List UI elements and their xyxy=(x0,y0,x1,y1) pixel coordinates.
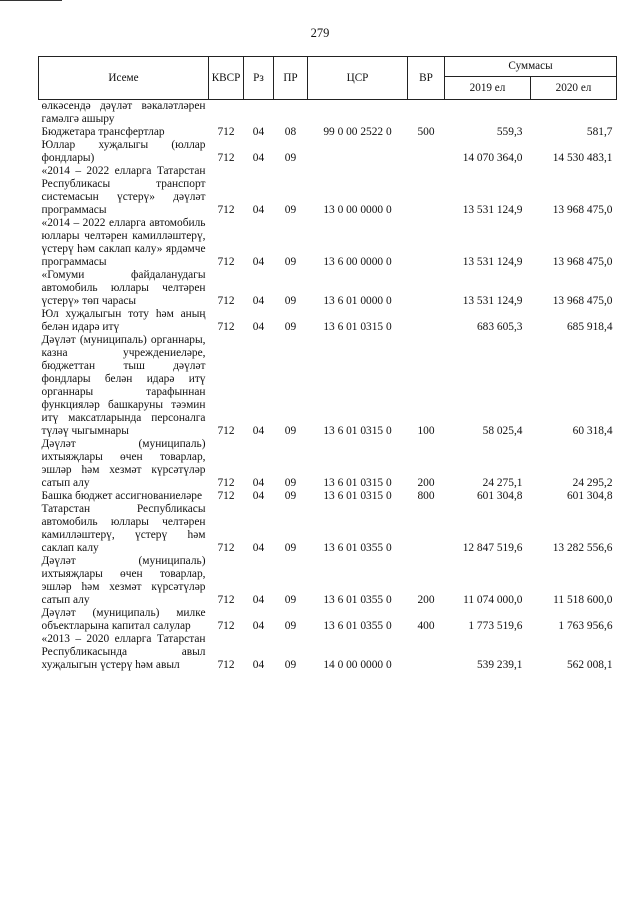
row-pr: 09 xyxy=(284,256,297,268)
row-rz: 04 xyxy=(252,490,265,502)
row-vr xyxy=(408,503,445,555)
row-name: «2014 – 2022 елларга Татарстан Республикасы транспорт системасын үстерү» дәүләт программасы xyxy=(41,165,206,216)
row-rz: 04 xyxy=(252,425,265,437)
row-csr: 13 6 01 0315 0 xyxy=(323,477,392,489)
row-name: Бюджетара трансфертлар xyxy=(41,126,165,138)
row-sum-2020: 24 295,2 xyxy=(572,477,613,489)
row-csr: 13 6 01 0315 0 xyxy=(323,321,392,333)
row-vr: 800 xyxy=(417,490,435,502)
header-year-2019: 2019 ел xyxy=(445,77,531,100)
row-pr: 09 xyxy=(284,594,297,606)
row-pr: 09 xyxy=(284,477,297,489)
page-number: 279 xyxy=(310,26,330,40)
row-vr xyxy=(408,100,445,127)
row-csr: 13 6 01 0315 0 xyxy=(323,425,392,437)
row-sum-2020: 601 304,8 xyxy=(566,490,613,502)
row-sum-2019: 12 847 519,6 xyxy=(462,542,523,554)
table-row xyxy=(39,555,617,607)
row-sum-2020: 14 530 483,1 xyxy=(552,152,613,164)
row-sum-2019: 14 070 364,0 xyxy=(462,152,523,164)
table-row xyxy=(39,438,617,490)
header-kvsr: КВСР xyxy=(209,57,244,100)
row-rz: 04 xyxy=(252,477,265,489)
row-sum-2019: 559,3 xyxy=(496,126,523,138)
row-sum-2019 xyxy=(445,100,531,127)
row-vr: 200 xyxy=(417,477,435,489)
row-csr: 13 6 01 0355 0 xyxy=(323,542,392,554)
row-name: Юллар хуҗалыгы (юллар фондлары) xyxy=(41,139,206,164)
row-pr: 09 xyxy=(284,152,297,164)
row-vr xyxy=(408,269,445,308)
row-rz: 04 xyxy=(252,204,265,216)
header-vr: ВР xyxy=(408,57,445,100)
row-vr: 100 xyxy=(417,425,435,437)
row-sum-2020: 13 968 475,0 xyxy=(552,295,613,307)
row-vr: 500 xyxy=(417,126,435,138)
row-name: Дәүләт (муниципаль) органнары, казна учреждениеләре, бюджеттан тыш дәүләт фондлары белән идарә итү органнары тарафыннан функцияләр башкаруны тәэмин итү максатларында персоналга түләү чыгымнары xyxy=(41,334,206,437)
table-row xyxy=(39,490,617,503)
row-pr: 09 xyxy=(284,425,297,437)
row-name: «2014 – 2022 елларга автомобиль юллары челтәрен камилләштерү, үстерү һәм саклап калу» ярдәмче программасы xyxy=(41,217,206,268)
row-pr: 09 xyxy=(284,542,297,554)
row-vr xyxy=(408,308,445,334)
row-rz: 04 xyxy=(252,295,265,307)
row-kvsr: 712 xyxy=(217,490,235,502)
table-row xyxy=(39,165,617,217)
table-row xyxy=(39,269,617,308)
row-pr: 09 xyxy=(284,659,297,671)
row-csr xyxy=(308,100,408,127)
row-vr: 200 xyxy=(417,594,435,606)
row-csr: 13 6 01 0355 0 xyxy=(323,594,392,606)
row-csr: 13 6 01 0355 0 xyxy=(323,620,392,632)
row-rz: 04 xyxy=(252,321,265,333)
row-kvsr: 712 xyxy=(217,425,235,437)
row-name: Дәүләт (муниципаль) ихтыяҗлары өчен товарлар, эшләр һәм хезмәт күрсәтүләр сатып алу xyxy=(41,555,206,606)
row-vr xyxy=(408,139,445,165)
row-kvsr: 712 xyxy=(217,477,235,489)
table-header xyxy=(39,57,617,100)
row-vr: 400 xyxy=(417,620,435,632)
row-sum-2020 xyxy=(531,100,617,127)
row-csr: 13 6 01 0315 0 xyxy=(323,490,392,502)
row-kvsr: 712 xyxy=(217,542,235,554)
row-sum-2020: 60 318,4 xyxy=(572,425,613,437)
header-csr: ЦСР xyxy=(308,57,408,100)
row-kvsr: 712 xyxy=(217,204,235,216)
row-kvsr: 712 xyxy=(217,594,235,606)
row-kvsr: 712 xyxy=(217,620,235,632)
row-csr: 13 6 01 0000 0 xyxy=(323,295,392,307)
row-sum-2019: 683 605,3 xyxy=(476,321,523,333)
row-csr: 14 0 00 0000 0 xyxy=(323,659,392,671)
row-kvsr xyxy=(209,100,244,127)
row-pr: 09 xyxy=(284,620,297,632)
table-row xyxy=(39,100,617,127)
row-sum-2020: 11 518 600,0 xyxy=(553,594,613,606)
row-csr: 99 0 00 2522 0 xyxy=(323,126,392,138)
row-name: Татарстан Республикасы автомобиль юллары челтәрен камилләштерү, үстерү һәм саклап калу xyxy=(41,503,206,554)
row-pr xyxy=(274,100,308,127)
table-row xyxy=(39,607,617,633)
row-kvsr: 712 xyxy=(217,321,235,333)
row-name: өлкәсендә дәүләт вәкаләтләрен гамәлгә ашыру xyxy=(41,100,206,125)
row-sum-2019: 13 531 124,9 xyxy=(462,204,523,216)
row-csr: 13 6 00 0000 0 xyxy=(323,256,392,268)
table-row xyxy=(39,503,617,555)
row-sum-2019: 1 773 519,6 xyxy=(468,620,523,632)
row-sum-2019: 58 025,4 xyxy=(482,425,523,437)
row-pr: 09 xyxy=(284,321,297,333)
row-sum-2020: 13 282 556,6 xyxy=(552,542,613,554)
row-vr xyxy=(408,217,445,269)
row-sum-2019: 13 531 124,9 xyxy=(462,295,523,307)
header-name: Исеме xyxy=(39,57,209,100)
table-row xyxy=(39,633,617,672)
budget-table xyxy=(38,56,617,672)
row-rz xyxy=(244,100,274,127)
row-csr: 13 0 00 0000 0 xyxy=(323,204,392,216)
row-sum-2020: 13 968 475,0 xyxy=(552,204,613,216)
row-rz: 04 xyxy=(252,152,265,164)
row-sum-2020: 13 968 475,0 xyxy=(552,256,613,268)
row-sum-2020: 581,7 xyxy=(586,126,613,138)
row-pr: 08 xyxy=(284,126,297,138)
table-row xyxy=(39,139,617,165)
row-rz: 04 xyxy=(252,256,265,268)
row-sum-2020: 562 008,1 xyxy=(566,659,613,671)
row-sum-2019: 24 275,1 xyxy=(482,477,523,489)
table-row xyxy=(39,308,617,334)
row-vr xyxy=(408,633,445,672)
row-kvsr: 712 xyxy=(217,659,235,671)
row-rz: 04 xyxy=(252,594,265,606)
row-name: Дәүләт (муниципаль) ихтыяҗлары өчен товарлар, эшләр һәм хезмәт күрсәтүләр сатып алу xyxy=(41,438,206,489)
header-sums: Суммасы xyxy=(445,57,617,77)
row-sum-2020: 685 918,4 xyxy=(566,321,613,333)
row-pr: 09 xyxy=(284,295,297,307)
row-name: «2013 – 2020 елларга Татарстан Республикасында авыл хуҗалыгын үстерү һәм авыл xyxy=(41,633,206,671)
table-row xyxy=(39,217,617,269)
header-rz: Рз xyxy=(244,57,274,100)
table-body xyxy=(39,100,617,673)
corner-rule xyxy=(0,0,62,1)
header-pr: ПР xyxy=(274,57,308,100)
row-name: «Гомуми файдаланудагы автомобиль юллары челтәрен үстерү» төп чарасы xyxy=(41,269,206,307)
table-row xyxy=(39,334,617,438)
row-name: Дәүләт (муниципаль) милке объектларына капитал салулар xyxy=(41,607,206,632)
row-kvsr: 712 xyxy=(217,256,235,268)
row-sum-2019: 11 074 000,0 xyxy=(463,594,523,606)
row-sum-2019: 13 531 124,9 xyxy=(462,256,523,268)
row-pr: 09 xyxy=(284,490,297,502)
row-kvsr: 712 xyxy=(217,152,235,164)
row-rz: 04 xyxy=(252,620,265,632)
row-name: Башка бюджет ассигнованиеләре xyxy=(41,490,203,502)
row-kvsr: 712 xyxy=(217,295,235,307)
row-sum-2019: 539 239,1 xyxy=(476,659,523,671)
row-rz: 04 xyxy=(252,126,265,138)
row-kvsr: 712 xyxy=(217,126,235,138)
row-pr: 09 xyxy=(284,204,297,216)
table-row xyxy=(39,126,617,139)
row-sum-2020: 1 763 956,6 xyxy=(558,620,613,632)
header-year-2020: 2020 ел xyxy=(531,77,617,100)
row-rz: 04 xyxy=(252,659,265,671)
row-name: Юл хуҗалыгын тоту һәм аның белән идарә итү xyxy=(41,308,206,333)
row-csr xyxy=(308,139,408,165)
row-sum-2019: 601 304,8 xyxy=(476,490,523,502)
row-rz: 04 xyxy=(252,542,265,554)
row-vr xyxy=(408,165,445,217)
